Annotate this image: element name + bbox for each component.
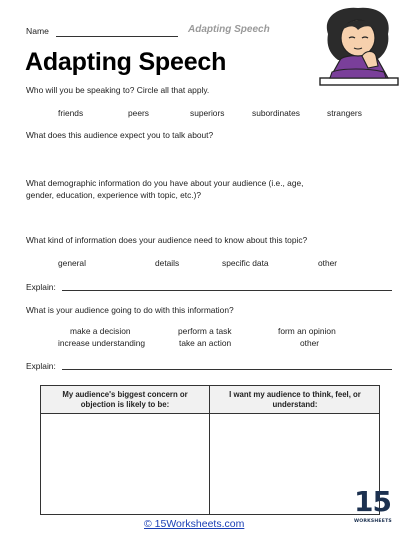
option-form-opinion[interactable]: form an opinion — [278, 326, 336, 336]
table-header-goal: I want my audience to think, feel, or understand: — [229, 390, 361, 409]
response-table — [40, 385, 380, 515]
option-details[interactable]: details — [155, 258, 180, 268]
question-demographics-line1: What demographic information do you have about your audience (i.e., age, — [26, 178, 304, 188]
logo-text: WORKSHEETS — [354, 519, 392, 524]
option-take-action[interactable]: take an action — [179, 338, 232, 348]
option-perform-task[interactable]: perform a task — [178, 326, 232, 336]
table-cell-concern[interactable] — [41, 414, 209, 514]
question-audience: Who will you be speaking to? Circle all that apply. — [26, 85, 210, 95]
option-strangers[interactable]: strangers — [327, 108, 362, 118]
page-title: Adapting Speech — [25, 48, 227, 76]
explain-label-2: Explain: — [26, 361, 56, 371]
option-subordinates[interactable]: subordinates — [252, 108, 300, 118]
option-other[interactable]: other — [318, 258, 338, 268]
copyright-link[interactable]: © 15Worksheets.com — [144, 518, 245, 530]
option-friends[interactable]: friends — [58, 108, 84, 118]
option-peers[interactable]: peers — [128, 108, 149, 118]
option-make-decision[interactable]: make a decision — [70, 326, 131, 336]
option-other-action[interactable]: other — [300, 338, 320, 348]
option-specific-data[interactable]: specific data — [222, 258, 269, 268]
table-header-concern: My audience's biggest concern or objection is likely to be: — [62, 390, 188, 409]
table-divider — [209, 386, 210, 514]
explain-label-1: Explain: — [26, 282, 56, 292]
option-superiors[interactable]: superiors — [190, 108, 225, 118]
explain-line-2[interactable] — [62, 369, 392, 370]
name-field[interactable] — [56, 36, 178, 37]
site-logo[interactable] — [354, 487, 390, 531]
name-label: Name — [26, 26, 49, 36]
question-expectations: What does this audience expect you to talk about? — [26, 130, 214, 140]
girl-illustration — [318, 6, 400, 90]
option-general[interactable]: general — [58, 258, 86, 268]
option-increase-understanding[interactable]: increase understanding — [58, 338, 146, 348]
question-audience-action: What is your audience going to do with this information? — [26, 305, 234, 315]
logo-number: 15 — [354, 485, 391, 518]
worksheet-subject: Adapting Speech — [188, 24, 270, 35]
question-demographics-line2: gender, education, experience with topic, etc.)? — [26, 190, 202, 200]
explain-line-1[interactable] — [62, 290, 392, 291]
question-information-needed: What kind of information does your audience need to know about this topic? — [26, 235, 308, 245]
